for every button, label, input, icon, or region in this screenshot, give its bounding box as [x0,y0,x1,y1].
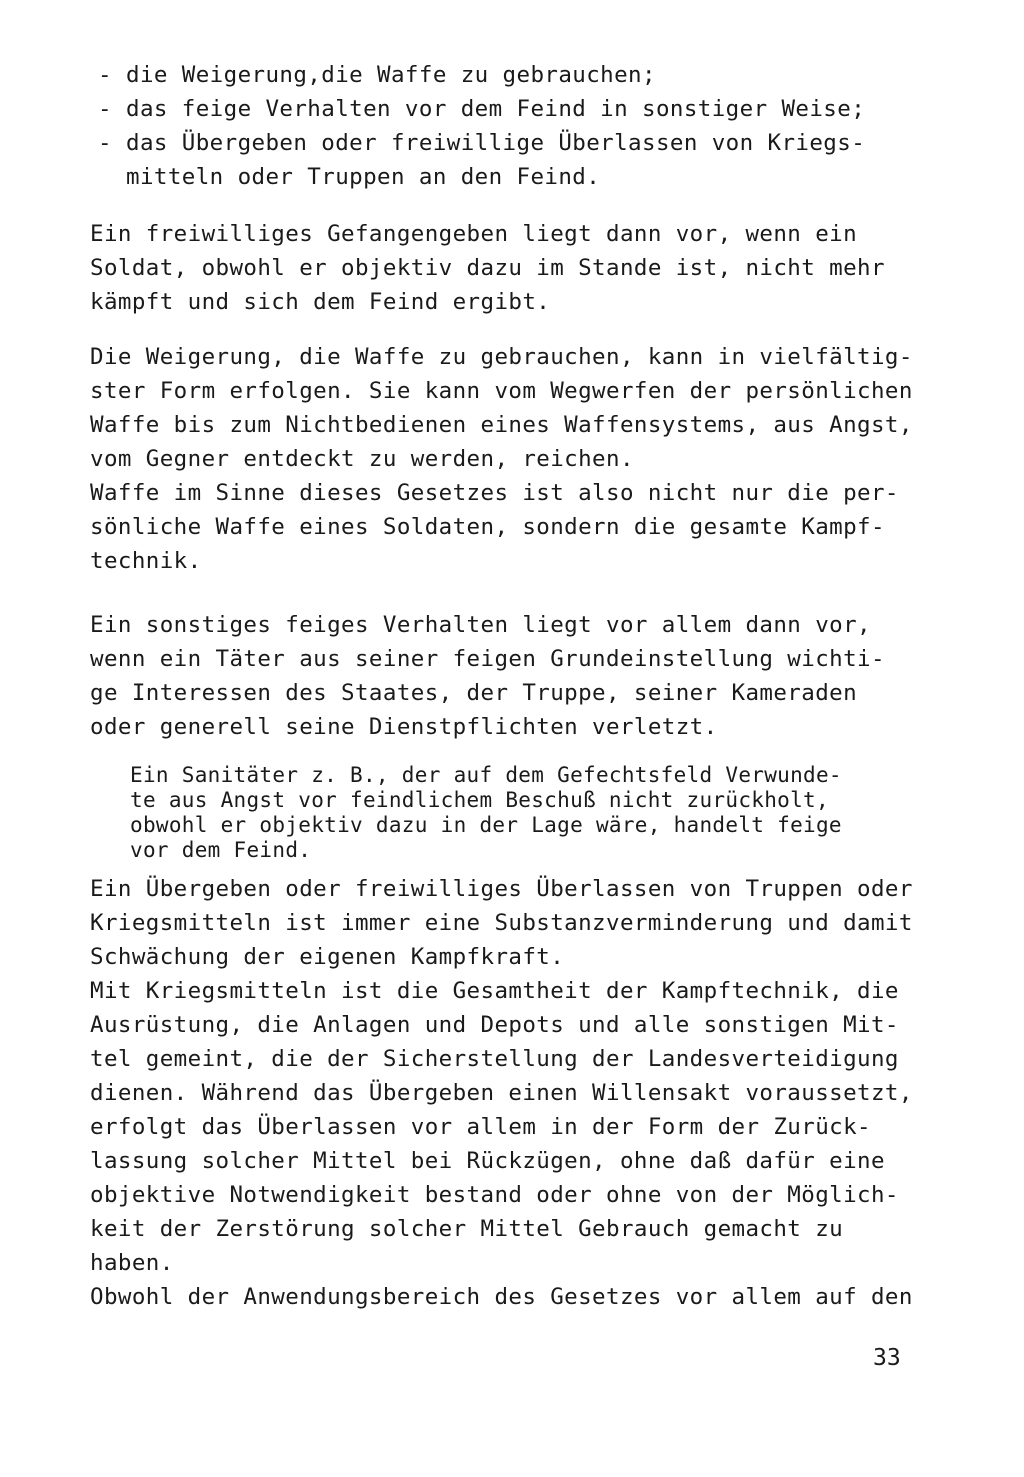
bullet-list [98,58,938,194]
paragraph-kriegsmittel [90,872,935,1314]
page-number: 33 [873,1345,901,1371]
bullet-text: die Weigerung,die Waffe zu gebrauchen; [126,62,656,88]
text-line: Soldat, obwohl er objektiv dazu im Stande ist, nicht mehr [90,255,885,281]
bullet-dash: - [98,130,112,156]
text-line: ge Interessen des Staates, der Truppe, seiner Kameraden [90,680,858,706]
bullet-item [98,92,938,126]
text-line: kämpft und sich dem Feind ergibt. [90,289,551,315]
paragraph-gefangengeben [90,217,935,319]
text-line: Ein Sanitäter z. B., der auf dem Gefechtsfeld Verwunde- [130,763,842,787]
text-line: Ein freiwilliges Gefangengeben liegt dann vor, wenn ein [90,221,858,247]
text-line: technik. [90,548,202,574]
text-line: Ein Übergeben oder freiwilliges Überlassen von Truppen oder [90,876,913,902]
text-line: Die Weigerung, die Waffe zu gebrauchen, kann in vielfältig- [90,344,913,370]
bullet-item [98,58,938,92]
text-line: vor dem Feind. [130,838,312,862]
text-line: Waffe im Sinne dieses Gesetzes ist also nicht nur die per- [90,480,899,506]
text-line: Ein sonstiges feiges Verhalten liegt vor allem dann vor, [90,612,871,638]
text-line: tel gemeint, die der Sicherstellung der Landesverteidigung [90,1046,899,1072]
text-line: vom Gegner entdeckt zu werden, reichen. [90,446,634,472]
bullet-text: mitteln oder Truppen an den Feind. [126,164,601,190]
bullet-text: das feige Verhalten vor dem Feind in sonstiger Weise; [126,96,866,122]
text-line: ster Form erfolgen. Sie kann vom Wegwerfen der persönlichen [90,378,913,404]
text-line: Obwohl der Anwendungsbereich des Gesetzes vor allem auf den [90,1284,913,1310]
text-line: objektive Notwendigkeit bestand oder ohne von der Möglich- [90,1182,899,1208]
example-block [130,763,920,863]
text-line: obwohl er objektiv dazu in der Lage wäre, handelt feige [130,813,842,837]
bullet-text: das Übergeben oder freiwillige Überlassen von Kriegs- [126,130,866,156]
text-line: erfolgt das Überlassen vor allem in der Form der Zurück- [90,1114,871,1140]
text-line: Mit Kriegsmitteln ist die Gesamtheit der Kampftechnik, die [90,978,899,1004]
text-line: dienen. Während das Übergeben einen Willensakt voraussetzt, [90,1080,913,1106]
bullet-dash: - [98,96,112,122]
bullet-item [98,126,938,194]
text-line: keit der Zerstörung solcher Mittel Gebrauch gemacht zu [90,1216,844,1242]
text-line: oder generell seine Dienstpflichten verletzt. [90,714,718,740]
text-line: Schwächung der eigenen Kampfkraft. [90,944,565,970]
text-line: sönliche Waffe eines Soldaten, sondern die gesamte Kampf- [90,514,885,540]
text-line: wenn ein Täter aus seiner feigen Grundeinstellung wichti- [90,646,885,672]
text-line: lassung solcher Mittel bei Rückzügen, ohne daß dafür eine [90,1148,885,1174]
text-line: Waffe bis zum Nichtbedienen eines Waffensystems, aus Angst, [90,412,913,438]
bullet-dash: - [98,62,112,88]
text-line: haben. [90,1250,174,1276]
paragraph-weigerung [90,340,935,578]
text-line: Ausrüstung, die Anlagen und Depots und alle sonstigen Mit- [90,1012,899,1038]
text-line: Kriegsmitteln ist immer eine Substanzverminderung und damit [90,910,913,936]
text-line: te aus Angst vor feindlichem Beschuß nicht zurückholt, [130,788,829,812]
paragraph-feiges-verhalten [90,608,935,744]
